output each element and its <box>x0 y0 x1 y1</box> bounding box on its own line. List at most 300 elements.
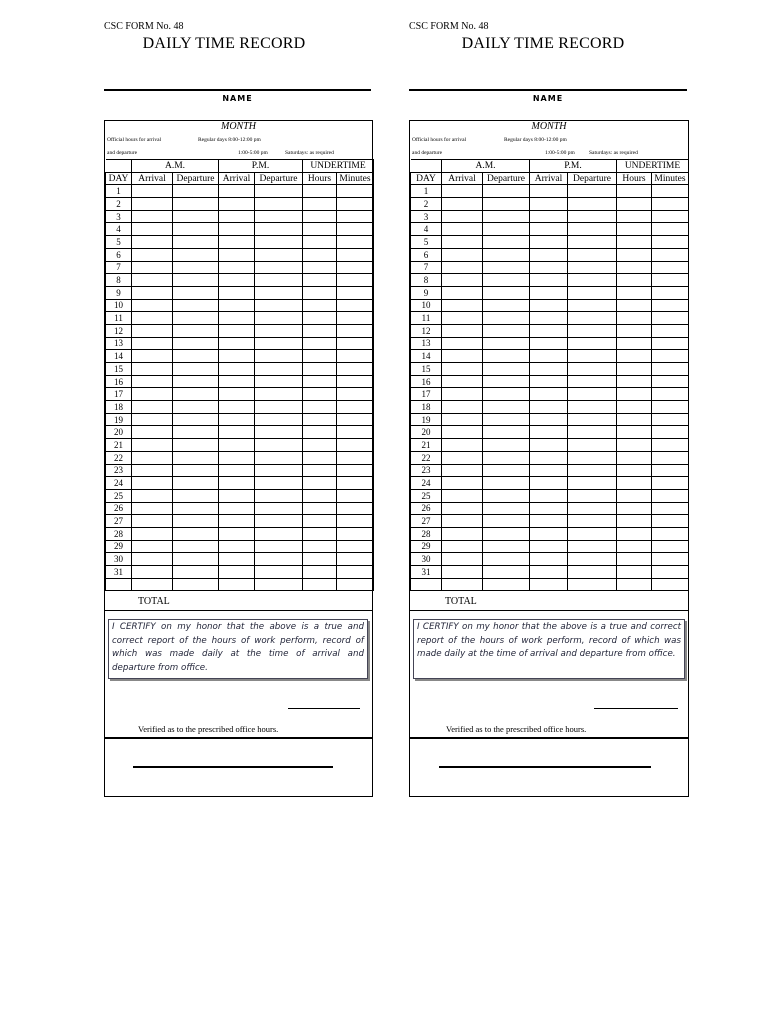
time-entry-cell[interactable] <box>652 363 689 376</box>
time-entry-cell[interactable] <box>652 439 689 452</box>
time-entry-cell[interactable] <box>442 578 483 591</box>
employee-signature-line[interactable] <box>594 708 678 709</box>
time-entry-cell[interactable] <box>303 312 337 325</box>
time-entry-cell[interactable] <box>132 248 173 261</box>
time-entry-cell[interactable] <box>530 439 568 452</box>
time-entry-cell[interactable] <box>442 489 483 502</box>
time-entry-cell[interactable] <box>652 451 689 464</box>
time-entry-cell[interactable] <box>483 489 530 502</box>
time-entry-cell[interactable] <box>568 413 617 426</box>
time-entry-cell[interactable] <box>255 413 303 426</box>
time-entry-cell[interactable] <box>219 350 255 363</box>
time-entry-cell[interactable] <box>442 337 483 350</box>
time-entry-cell[interactable] <box>255 388 303 401</box>
time-entry-cell[interactable] <box>617 223 652 236</box>
time-entry-cell[interactable] <box>132 553 173 566</box>
time-entry-cell[interactable] <box>132 198 173 211</box>
time-entry-cell[interactable] <box>132 566 173 579</box>
time-entry-cell[interactable] <box>442 540 483 553</box>
time-entry-cell[interactable] <box>132 274 173 287</box>
time-entry-cell[interactable] <box>303 426 337 439</box>
time-entry-cell[interactable] <box>483 261 530 274</box>
time-entry-cell[interactable] <box>337 515 374 528</box>
time-entry-cell[interactable] <box>652 426 689 439</box>
time-entry-cell[interactable] <box>337 248 374 261</box>
time-entry-cell[interactable] <box>568 578 617 591</box>
time-entry-cell[interactable] <box>652 299 689 312</box>
time-entry-cell[interactable] <box>303 324 337 337</box>
time-entry-cell[interactable] <box>255 426 303 439</box>
time-entry-cell[interactable] <box>530 515 568 528</box>
time-entry-cell[interactable] <box>219 578 255 591</box>
time-entry-cell[interactable] <box>337 413 374 426</box>
time-entry-cell[interactable] <box>483 223 530 236</box>
time-entry-cell[interactable] <box>568 527 617 540</box>
time-entry-cell[interactable] <box>652 210 689 223</box>
time-entry-cell[interactable] <box>173 489 219 502</box>
time-entry-cell[interactable] <box>483 464 530 477</box>
time-entry-cell[interactable] <box>617 426 652 439</box>
time-entry-cell[interactable] <box>568 464 617 477</box>
time-entry-cell[interactable] <box>442 413 483 426</box>
time-entry-cell[interactable] <box>442 324 483 337</box>
time-entry-cell[interactable] <box>483 337 530 350</box>
time-entry-cell[interactable] <box>132 413 173 426</box>
time-entry-cell[interactable] <box>255 489 303 502</box>
time-entry-cell[interactable] <box>255 527 303 540</box>
time-entry-cell[interactable] <box>303 439 337 452</box>
time-entry-cell[interactable] <box>303 375 337 388</box>
time-entry-cell[interactable] <box>219 527 255 540</box>
time-entry-cell[interactable] <box>483 375 530 388</box>
time-entry-cell[interactable] <box>173 502 219 515</box>
time-entry-cell[interactable] <box>337 363 374 376</box>
time-entry-cell[interactable] <box>483 388 530 401</box>
time-entry-cell[interactable] <box>255 286 303 299</box>
time-entry-cell[interactable] <box>442 223 483 236</box>
time-entry-cell[interactable] <box>173 413 219 426</box>
time-entry-cell[interactable] <box>530 527 568 540</box>
name-field-line[interactable] <box>409 89 687 91</box>
time-entry-cell[interactable] <box>652 388 689 401</box>
time-entry-cell[interactable] <box>442 363 483 376</box>
time-entry-cell[interactable] <box>652 223 689 236</box>
time-entry-cell[interactable] <box>303 477 337 490</box>
time-entry-cell[interactable] <box>442 350 483 363</box>
time-entry-cell[interactable] <box>303 248 337 261</box>
time-entry-cell[interactable] <box>337 439 374 452</box>
time-entry-cell[interactable] <box>219 185 255 198</box>
time-entry-cell[interactable] <box>173 477 219 490</box>
time-entry-cell[interactable] <box>617 363 652 376</box>
time-entry-cell[interactable] <box>568 566 617 579</box>
time-entry-cell[interactable] <box>219 489 255 502</box>
time-entry-cell[interactable] <box>568 375 617 388</box>
time-entry-cell[interactable] <box>568 350 617 363</box>
time-entry-cell[interactable] <box>132 286 173 299</box>
time-entry-cell[interactable] <box>442 299 483 312</box>
time-entry-cell[interactable] <box>617 540 652 553</box>
time-entry-cell[interactable] <box>483 248 530 261</box>
time-entry-cell[interactable] <box>132 540 173 553</box>
time-entry-cell[interactable] <box>617 401 652 414</box>
time-entry-cell[interactable] <box>132 337 173 350</box>
time-entry-cell[interactable] <box>442 451 483 464</box>
time-entry-cell[interactable] <box>255 502 303 515</box>
time-entry-cell[interactable] <box>173 286 219 299</box>
time-entry-cell[interactable] <box>173 439 219 452</box>
time-entry-cell[interactable] <box>219 401 255 414</box>
time-entry-cell[interactable] <box>652 401 689 414</box>
time-entry-cell[interactable] <box>219 502 255 515</box>
time-entry-cell[interactable] <box>219 439 255 452</box>
time-entry-cell[interactable] <box>617 324 652 337</box>
time-entry-cell[interactable] <box>530 236 568 249</box>
time-entry-cell[interactable] <box>173 401 219 414</box>
time-entry-cell[interactable] <box>255 337 303 350</box>
time-entry-cell[interactable] <box>530 286 568 299</box>
time-entry-cell[interactable] <box>442 312 483 325</box>
time-entry-cell[interactable] <box>530 350 568 363</box>
time-entry-cell[interactable] <box>442 388 483 401</box>
time-entry-cell[interactable] <box>568 477 617 490</box>
time-entry-cell[interactable] <box>173 337 219 350</box>
time-entry-cell[interactable] <box>303 401 337 414</box>
time-entry-cell[interactable] <box>617 451 652 464</box>
time-entry-cell[interactable] <box>530 566 568 579</box>
time-entry-cell[interactable] <box>337 527 374 540</box>
time-entry-cell[interactable] <box>530 477 568 490</box>
time-entry-cell[interactable] <box>617 375 652 388</box>
time-entry-cell[interactable] <box>568 248 617 261</box>
time-entry-cell[interactable] <box>652 337 689 350</box>
time-entry-cell[interactable] <box>652 261 689 274</box>
time-entry-cell[interactable] <box>337 578 374 591</box>
time-entry-cell[interactable] <box>483 426 530 439</box>
time-entry-cell[interactable] <box>530 578 568 591</box>
time-entry-cell[interactable] <box>652 553 689 566</box>
time-entry-cell[interactable] <box>483 401 530 414</box>
time-entry-cell[interactable] <box>568 451 617 464</box>
time-entry-cell[interactable] <box>530 502 568 515</box>
time-entry-cell[interactable] <box>337 198 374 211</box>
time-entry-cell[interactable] <box>483 515 530 528</box>
time-entry-cell[interactable] <box>652 464 689 477</box>
time-entry-cell[interactable] <box>483 413 530 426</box>
time-entry-cell[interactable] <box>530 274 568 287</box>
time-entry-cell[interactable] <box>255 312 303 325</box>
time-entry-cell[interactable] <box>442 248 483 261</box>
time-entry-cell[interactable] <box>617 248 652 261</box>
time-entry-cell[interactable] <box>173 578 219 591</box>
time-entry-cell[interactable] <box>442 515 483 528</box>
time-entry-cell[interactable] <box>337 274 374 287</box>
time-entry-cell[interactable] <box>255 236 303 249</box>
time-entry-cell[interactable] <box>255 261 303 274</box>
time-entry-cell[interactable] <box>617 210 652 223</box>
time-entry-cell[interactable] <box>568 236 617 249</box>
time-entry-cell[interactable] <box>173 363 219 376</box>
time-entry-cell[interactable] <box>219 540 255 553</box>
time-entry-cell[interactable] <box>617 312 652 325</box>
time-entry-cell[interactable] <box>255 248 303 261</box>
time-entry-cell[interactable] <box>173 566 219 579</box>
name-field-line[interactable] <box>104 89 371 91</box>
time-entry-cell[interactable] <box>132 261 173 274</box>
time-entry-cell[interactable] <box>337 401 374 414</box>
time-entry-cell[interactable] <box>255 210 303 223</box>
time-entry-cell[interactable] <box>219 299 255 312</box>
time-entry-cell[interactable] <box>132 578 173 591</box>
time-entry-cell[interactable] <box>652 324 689 337</box>
time-entry-cell[interactable] <box>337 566 374 579</box>
time-entry-cell[interactable] <box>442 261 483 274</box>
time-entry-cell[interactable] <box>652 236 689 249</box>
time-entry-cell[interactable] <box>442 426 483 439</box>
time-entry-cell[interactable] <box>132 324 173 337</box>
time-entry-cell[interactable] <box>255 223 303 236</box>
time-entry-cell[interactable] <box>219 363 255 376</box>
time-entry-cell[interactable] <box>530 185 568 198</box>
time-entry-cell[interactable] <box>617 350 652 363</box>
time-entry-cell[interactable] <box>303 299 337 312</box>
time-entry-cell[interactable] <box>617 578 652 591</box>
time-entry-cell[interactable] <box>173 553 219 566</box>
time-entry-cell[interactable] <box>617 489 652 502</box>
time-entry-cell[interactable] <box>442 502 483 515</box>
time-entry-cell[interactable] <box>568 540 617 553</box>
time-entry-cell[interactable] <box>173 527 219 540</box>
time-entry-cell[interactable] <box>617 439 652 452</box>
time-entry-cell[interactable] <box>568 286 617 299</box>
time-entry-cell[interactable] <box>617 553 652 566</box>
time-entry-cell[interactable] <box>303 185 337 198</box>
time-entry-cell[interactable] <box>132 489 173 502</box>
time-entry-cell[interactable] <box>617 413 652 426</box>
time-entry-cell[interactable] <box>568 439 617 452</box>
time-entry-cell[interactable] <box>617 198 652 211</box>
employee-signature-line[interactable] <box>288 708 360 709</box>
time-entry-cell[interactable] <box>617 515 652 528</box>
time-entry-cell[interactable] <box>617 502 652 515</box>
time-entry-cell[interactable] <box>617 477 652 490</box>
time-entry-cell[interactable] <box>568 223 617 236</box>
time-entry-cell[interactable] <box>132 388 173 401</box>
time-entry-cell[interactable] <box>530 451 568 464</box>
time-entry-cell[interactable] <box>255 401 303 414</box>
time-entry-cell[interactable] <box>337 299 374 312</box>
time-entry-cell[interactable] <box>617 261 652 274</box>
time-entry-cell[interactable] <box>652 540 689 553</box>
time-entry-cell[interactable] <box>255 553 303 566</box>
time-entry-cell[interactable] <box>568 502 617 515</box>
time-entry-cell[interactable] <box>442 185 483 198</box>
time-entry-cell[interactable] <box>337 477 374 490</box>
time-entry-cell[interactable] <box>617 299 652 312</box>
time-entry-cell[interactable] <box>132 464 173 477</box>
time-entry-cell[interactable] <box>617 464 652 477</box>
time-entry-cell[interactable] <box>303 388 337 401</box>
time-entry-cell[interactable] <box>483 439 530 452</box>
time-entry-cell[interactable] <box>219 566 255 579</box>
time-entry-cell[interactable] <box>219 210 255 223</box>
time-entry-cell[interactable] <box>303 578 337 591</box>
time-entry-cell[interactable] <box>568 324 617 337</box>
time-entry-cell[interactable] <box>652 527 689 540</box>
time-entry-cell[interactable] <box>530 248 568 261</box>
time-entry-cell[interactable] <box>442 553 483 566</box>
time-entry-cell[interactable] <box>219 248 255 261</box>
time-entry-cell[interactable] <box>483 363 530 376</box>
time-entry-cell[interactable] <box>337 286 374 299</box>
time-entry-cell[interactable] <box>652 578 689 591</box>
time-entry-cell[interactable] <box>442 210 483 223</box>
time-entry-cell[interactable] <box>132 502 173 515</box>
time-entry-cell[interactable] <box>568 553 617 566</box>
time-entry-cell[interactable] <box>442 274 483 287</box>
time-entry-cell[interactable] <box>303 350 337 363</box>
time-entry-cell[interactable] <box>530 401 568 414</box>
time-entry-cell[interactable] <box>173 540 219 553</box>
time-entry-cell[interactable] <box>568 274 617 287</box>
time-entry-cell[interactable] <box>173 185 219 198</box>
time-entry-cell[interactable] <box>442 401 483 414</box>
time-entry-cell[interactable] <box>337 489 374 502</box>
time-entry-cell[interactable] <box>530 426 568 439</box>
time-entry-cell[interactable] <box>173 388 219 401</box>
time-entry-cell[interactable] <box>132 210 173 223</box>
time-entry-cell[interactable] <box>568 185 617 198</box>
time-entry-cell[interactable] <box>442 477 483 490</box>
time-entry-cell[interactable] <box>303 223 337 236</box>
time-entry-cell[interactable] <box>132 401 173 414</box>
time-entry-cell[interactable] <box>219 274 255 287</box>
time-entry-cell[interactable] <box>483 312 530 325</box>
time-entry-cell[interactable] <box>483 566 530 579</box>
time-entry-cell[interactable] <box>173 236 219 249</box>
time-entry-cell[interactable] <box>483 578 530 591</box>
time-entry-cell[interactable] <box>132 451 173 464</box>
time-entry-cell[interactable] <box>173 464 219 477</box>
time-entry-cell[interactable] <box>219 553 255 566</box>
time-entry-cell[interactable] <box>530 553 568 566</box>
time-entry-cell[interactable] <box>617 236 652 249</box>
time-entry-cell[interactable] <box>337 388 374 401</box>
time-entry-cell[interactable] <box>568 210 617 223</box>
time-entry-cell[interactable] <box>337 324 374 337</box>
time-entry-cell[interactable] <box>303 413 337 426</box>
time-entry-cell[interactable] <box>483 198 530 211</box>
time-entry-cell[interactable] <box>530 324 568 337</box>
time-entry-cell[interactable] <box>255 198 303 211</box>
time-entry-cell[interactable] <box>255 299 303 312</box>
time-entry-cell[interactable] <box>337 337 374 350</box>
time-entry-cell[interactable] <box>530 198 568 211</box>
time-entry-cell[interactable] <box>303 274 337 287</box>
time-entry-cell[interactable] <box>617 286 652 299</box>
time-entry-cell[interactable] <box>132 477 173 490</box>
time-entry-cell[interactable] <box>219 451 255 464</box>
time-entry-cell[interactable] <box>219 198 255 211</box>
time-entry-cell[interactable] <box>303 489 337 502</box>
time-entry-cell[interactable] <box>530 210 568 223</box>
time-entry-cell[interactable] <box>617 527 652 540</box>
time-entry-cell[interactable] <box>483 451 530 464</box>
time-entry-cell[interactable] <box>483 236 530 249</box>
time-entry-cell[interactable] <box>337 464 374 477</box>
time-entry-cell[interactable] <box>219 515 255 528</box>
time-entry-cell[interactable] <box>219 236 255 249</box>
time-entry-cell[interactable] <box>173 223 219 236</box>
time-entry-cell[interactable] <box>568 198 617 211</box>
time-entry-cell[interactable] <box>483 185 530 198</box>
time-entry-cell[interactable] <box>483 527 530 540</box>
time-entry-cell[interactable] <box>483 299 530 312</box>
time-entry-cell[interactable] <box>219 464 255 477</box>
time-entry-cell[interactable] <box>568 312 617 325</box>
time-entry-cell[interactable] <box>568 337 617 350</box>
time-entry-cell[interactable] <box>255 578 303 591</box>
time-entry-cell[interactable] <box>132 236 173 249</box>
time-entry-cell[interactable] <box>303 286 337 299</box>
time-entry-cell[interactable] <box>483 502 530 515</box>
time-entry-cell[interactable] <box>173 451 219 464</box>
time-entry-cell[interactable] <box>303 261 337 274</box>
time-entry-cell[interactable] <box>530 388 568 401</box>
time-entry-cell[interactable] <box>337 312 374 325</box>
time-entry-cell[interactable] <box>652 502 689 515</box>
time-entry-cell[interactable] <box>255 363 303 376</box>
time-entry-cell[interactable] <box>568 401 617 414</box>
time-entry-cell[interactable] <box>255 350 303 363</box>
time-entry-cell[interactable] <box>652 248 689 261</box>
time-entry-cell[interactable] <box>652 198 689 211</box>
time-entry-cell[interactable] <box>483 553 530 566</box>
time-entry-cell[interactable] <box>442 527 483 540</box>
time-entry-cell[interactable] <box>173 210 219 223</box>
time-entry-cell[interactable] <box>617 337 652 350</box>
time-entry-cell[interactable] <box>652 274 689 287</box>
time-entry-cell[interactable] <box>255 515 303 528</box>
time-entry-cell[interactable] <box>568 363 617 376</box>
time-entry-cell[interactable] <box>219 477 255 490</box>
time-entry-cell[interactable] <box>442 566 483 579</box>
time-entry-cell[interactable] <box>530 312 568 325</box>
time-entry-cell[interactable] <box>255 185 303 198</box>
time-entry-cell[interactable] <box>173 198 219 211</box>
time-entry-cell[interactable] <box>219 286 255 299</box>
time-entry-cell[interactable] <box>530 489 568 502</box>
time-entry-cell[interactable] <box>219 312 255 325</box>
time-entry-cell[interactable] <box>173 274 219 287</box>
time-entry-cell[interactable] <box>132 439 173 452</box>
time-entry-cell[interactable] <box>132 515 173 528</box>
time-entry-cell[interactable] <box>255 324 303 337</box>
time-entry-cell[interactable] <box>568 515 617 528</box>
time-entry-cell[interactable] <box>483 350 530 363</box>
time-entry-cell[interactable] <box>303 464 337 477</box>
time-entry-cell[interactable] <box>255 274 303 287</box>
time-entry-cell[interactable] <box>483 324 530 337</box>
time-entry-cell[interactable] <box>530 375 568 388</box>
time-entry-cell[interactable] <box>173 350 219 363</box>
time-entry-cell[interactable] <box>568 261 617 274</box>
time-entry-cell[interactable] <box>219 413 255 426</box>
time-entry-cell[interactable] <box>132 426 173 439</box>
time-entry-cell[interactable] <box>530 261 568 274</box>
time-entry-cell[interactable] <box>255 451 303 464</box>
time-entry-cell[interactable] <box>652 185 689 198</box>
